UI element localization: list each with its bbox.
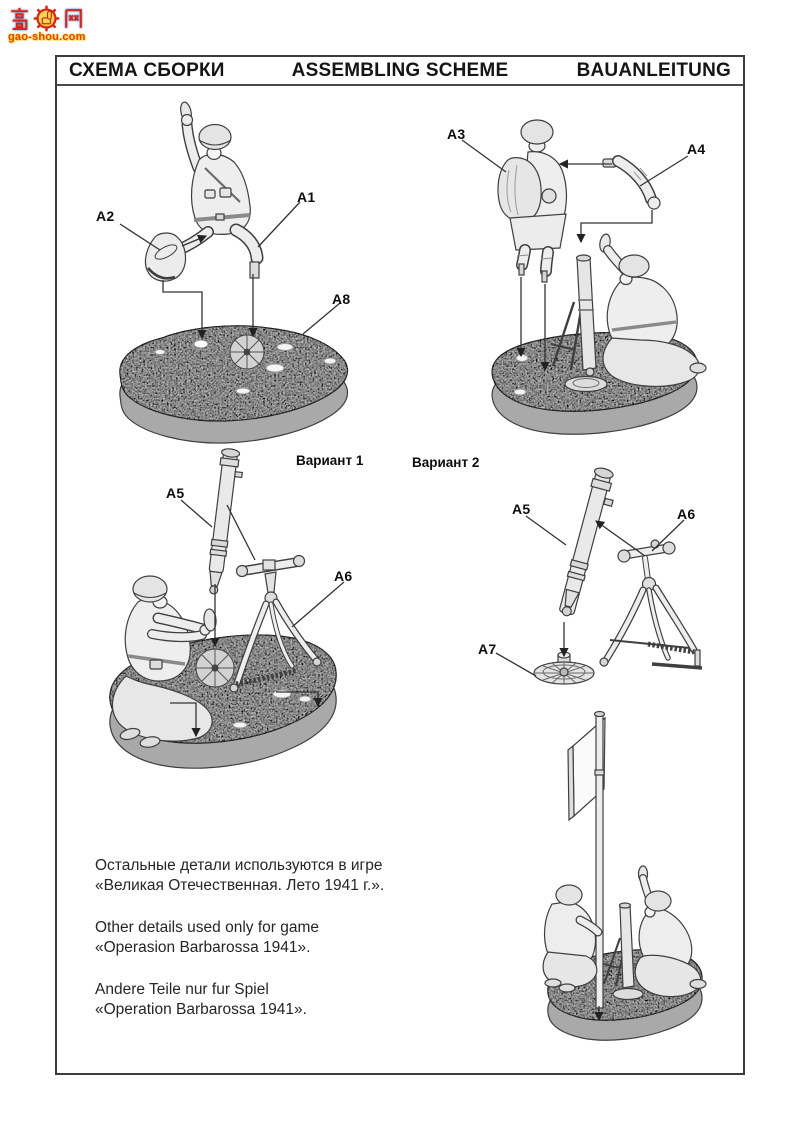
bipod-part-a6-v2 <box>600 540 702 668</box>
boot-part-a2 <box>145 233 185 281</box>
baseplate-part-a7 <box>534 652 594 684</box>
part-label-a2: A2 <box>96 208 115 224</box>
figure-step2 <box>462 120 706 434</box>
backpack <box>498 158 541 222</box>
part-label-a4: A4 <box>687 141 706 157</box>
figure-finished-scene <box>543 712 706 1041</box>
watermark-logo <box>8 5 98 43</box>
note-de-line2: «Operation Barbarossa 1941». <box>95 1001 307 1018</box>
part-label-a7: A7 <box>478 641 497 657</box>
part-label-a8: A8 <box>332 291 351 307</box>
mortar-barrel-part-a5-v2 <box>556 466 620 619</box>
note-ru-line1: Остальные детали используются в игре <box>95 857 383 874</box>
part-label-a6-v2: A6 <box>677 506 696 522</box>
part-label-a5-v2: A5 <box>512 501 531 517</box>
variant1-caption: Вариант 1 <box>296 453 364 468</box>
mounting-peg <box>250 262 259 278</box>
title-russian: СХЕМА СБОРКИ <box>69 59 225 81</box>
seated-soldier-5 <box>543 885 598 992</box>
logo-domain-text: gao-shou.com <box>8 31 86 43</box>
soldier-torso-part-a1 <box>178 101 259 278</box>
note-en-line1: Other details used only for game <box>95 919 320 936</box>
figure-step1 <box>120 101 348 443</box>
title-german: BAUANLEITUNG <box>576 59 731 81</box>
socket-hole <box>194 340 208 348</box>
note-de-line1: Andere Teile nur fur Spiel <box>95 981 269 998</box>
part-label-a3: A3 <box>447 126 466 142</box>
figure-variant2 <box>496 466 702 684</box>
arm-part-a4 <box>603 159 660 209</box>
figure-variant1 <box>110 448 344 768</box>
helmet <box>619 255 649 277</box>
helmet <box>645 891 671 911</box>
helmet <box>556 885 582 905</box>
base-crater <box>196 649 234 687</box>
title-english: ASSEMBLING SCHEME <box>291 59 509 81</box>
kneeling-soldier-2 <box>599 233 706 386</box>
notes-block <box>95 856 384 1020</box>
part-label-a5-v1: A5 <box>166 485 185 501</box>
kneeling-soldier-5 <box>635 866 706 997</box>
helmet <box>133 576 167 602</box>
canteen <box>542 189 556 203</box>
helmet <box>199 125 231 150</box>
logo-thumb-gear-icon <box>33 5 60 32</box>
part-label-a1: A1 <box>297 189 316 205</box>
helmet <box>521 120 553 144</box>
base-crater <box>230 335 264 369</box>
terrain-base-1 <box>120 326 348 443</box>
logo-character-gao <box>8 7 31 30</box>
note-en-line2: «Operasion Barbarossa 1941». <box>95 939 311 956</box>
standing-soldier-part-a3 <box>498 120 567 282</box>
logo-characters-row <box>8 5 98 31</box>
logo-character-wang <box>62 7 85 30</box>
variant2-caption: Вариант 2 <box>412 455 480 470</box>
part-label-a6-v1: A6 <box>334 568 353 584</box>
note-ru-line2: «Великая Отечественная. Лето 1941 г.». <box>95 877 385 894</box>
sign-pole <box>596 714 603 1008</box>
